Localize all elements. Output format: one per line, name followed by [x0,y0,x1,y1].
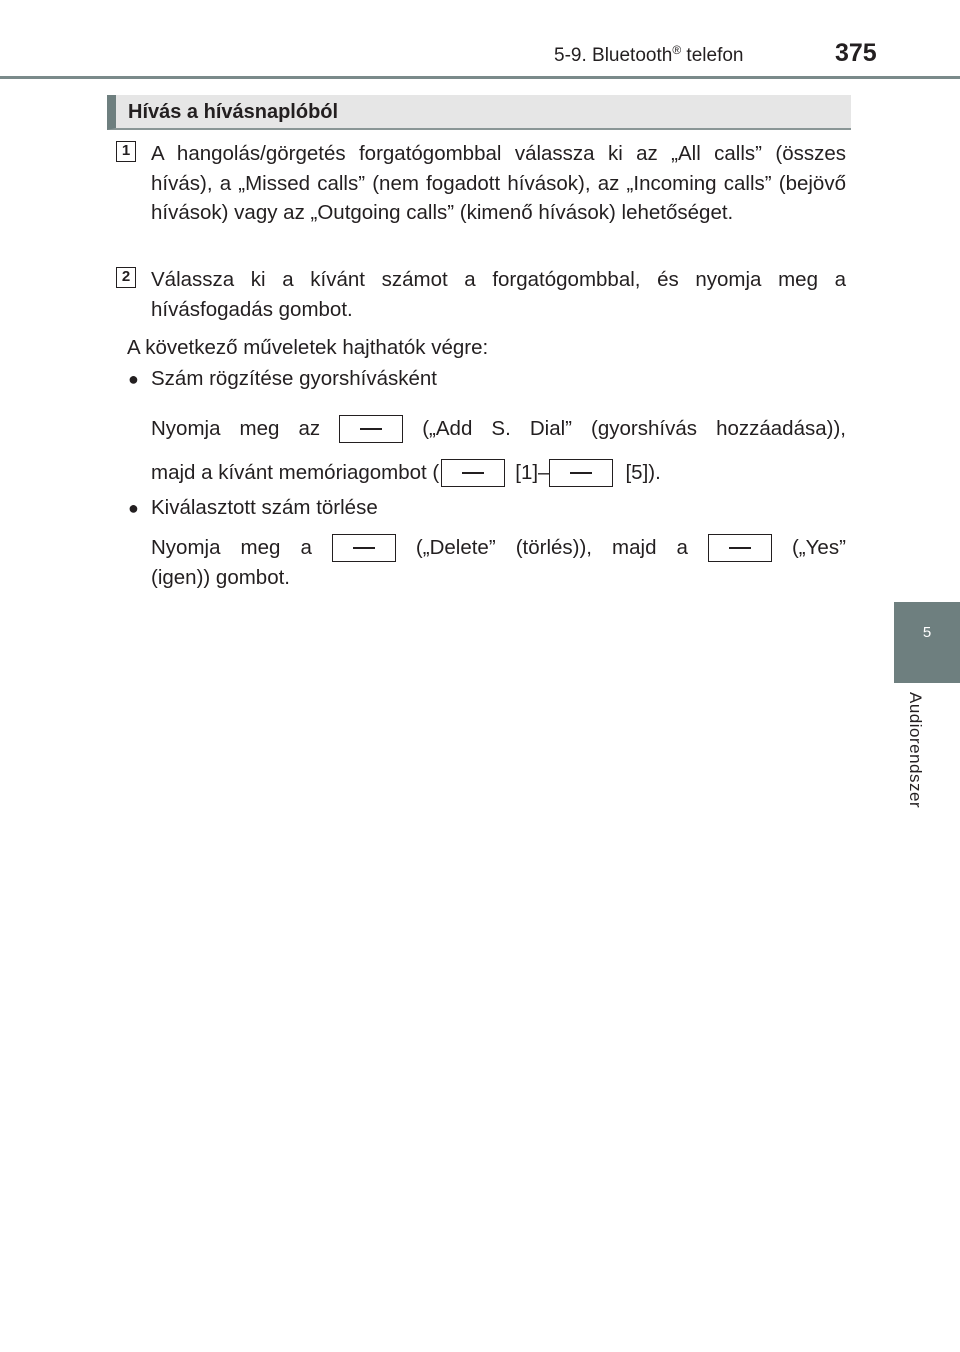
memory-button-5-icon [549,459,613,487]
chapter-label: Audiorendszer [906,692,925,809]
section-title-bar [107,95,851,130]
text-segment: [1]– [515,461,550,484]
word: S. [491,417,511,440]
header-rule [0,76,960,79]
step-1-text: A hangolás/görgetés forgatógombbal válassza ki az „All calls” (összes hívás), a „Missed calls” (nem fogadott hívások), az „Incoming calls” (bejövő hívások) vagy az „Outgoing calls” (kimenő hívások) lehetőséget. [151,142,846,224]
operation-2-line-1 [151,533,846,563]
section-title: Hívás a hívásnaplóból [128,101,339,123]
text-segment: majd a kívánt memóriagombot ( [151,461,440,484]
add-speed-dial-button-icon [339,415,403,443]
running-header [554,44,743,68]
text-segment: [5]). [625,461,661,484]
operation-1-title: Szám rögzítése gyorshívásként [151,367,437,390]
memory-button-1-icon [441,459,505,487]
word: („Delete” [415,536,496,559]
word: az [298,417,321,440]
word: („Yes” [791,536,846,559]
registered-mark: ® [672,43,682,57]
word: meg [240,536,281,559]
bullet-icon: ● [128,498,139,518]
word: (törlés)), [515,536,593,559]
word: Nyomja [151,417,221,440]
header-section: 5-9. Bluetooth [554,45,673,66]
delete-button-icon [332,534,396,562]
step-number-badge: 1 [116,141,136,162]
bullet-icon: ● [128,369,139,389]
word: majd [612,536,657,559]
word: Nyomja [151,536,221,559]
step-number-badge: 2 [116,267,136,288]
word: Dial” [529,417,572,440]
word: a [300,536,312,559]
word: (gyorshívás [591,417,698,440]
chapter-tab [894,602,960,683]
operation-2-title: Kiválasztott szám törlése [151,496,378,519]
step-2-text: Válassza ki a kívánt számot a forgatógombbal, és nyomja meg a hívásfogadás gombot. [151,268,846,321]
chapter-number: 5 [922,624,932,641]
word: meg [239,417,280,440]
word: hozzáadása)), [716,417,846,440]
operation-1-line-1 [151,414,846,444]
header-section-tail: telefon [681,45,744,66]
word: a [676,536,688,559]
operation-1-line-2 [151,458,846,488]
operation-2-line-2: (igen)) gombot. [151,566,291,589]
word: („Add [422,417,473,440]
yes-button-icon [708,534,772,562]
operations-intro: A következő műveletek hajthatók végre: [127,336,489,359]
page-number: 375 [835,39,877,67]
